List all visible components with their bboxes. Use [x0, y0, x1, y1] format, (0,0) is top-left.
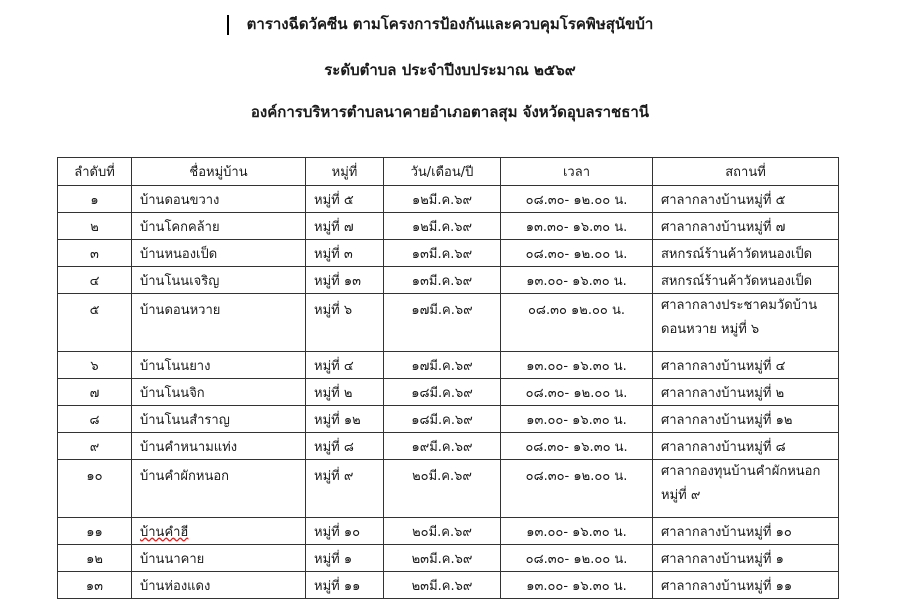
cell-village-text: บ้านโคกคล้าย [140, 219, 220, 235]
document-subtitle[interactable]: ระดับตำบล ประจำปีงบประมาณ ๒๕๖๙ [324, 61, 576, 79]
cell-moo[interactable] [306, 240, 384, 267]
cell-village[interactable] [132, 186, 306, 213]
cell-moo-text: หมู่ที่ ๑ [314, 551, 353, 567]
header-village: ชื่อหมู่บ้าน [132, 158, 306, 186]
cell-order[interactable] [58, 379, 132, 406]
cell-time-text: ๑๓.๐๐- ๑๖.๓๐ น. [526, 358, 627, 374]
cell-place-text: ศาลากลางบ้านหมู่ที่ ๑๐ [661, 524, 792, 540]
cell-moo[interactable] [306, 572, 384, 599]
cell-order-text: ๙ [89, 439, 100, 455]
cell-moo-text: หมู่ที่ ๘ [314, 439, 354, 455]
cell-time-text: ๐๘.๓๐- ๑๒.๐๐ น. [525, 551, 628, 567]
cell-time-text: ๑๓.๐๐- ๑๖.๓๐ น. [526, 273, 627, 289]
cell-place[interactable] [653, 406, 839, 433]
cell-order[interactable] [58, 352, 132, 379]
header-moo: หมู่ที่ [306, 158, 384, 186]
cell-time-text: ๐๘.๓๐ ๑๒.๐๐ น. [527, 303, 626, 318]
cell-date-text: ๑๓มี.ค.๖๙ [411, 273, 473, 289]
cell-date-text: ๒๐มี.ค.๖๙ [412, 469, 472, 484]
organization-line[interactable]: องค์การบริหารตำบลนาคายอำเภอตาลสุม จังหวัดอุบลราชธานี [250, 103, 650, 121]
cell-moo[interactable] [306, 518, 384, 545]
cell-order-text: ๑ [90, 192, 99, 208]
header-place: สถานที่ [653, 158, 839, 186]
cell-place-text: ศาลากลางบ้านหมู่ที่ ๕ [661, 192, 786, 208]
cell-place[interactable] [653, 267, 839, 294]
cell-village-text: บ้านดอนขวาง [140, 192, 220, 208]
cell-place-text: สหกรณ์ร้านค้าวัดหนองเป็ด [661, 246, 813, 262]
cell-date[interactable] [384, 518, 501, 545]
cell-time[interactable] [501, 294, 653, 352]
cell-date-text: ๒๐มี.ค.๖๙ [412, 524, 472, 540]
cell-date-text: ๑๗มี.ค.๖๙ [411, 358, 473, 374]
cell-moo[interactable] [306, 460, 384, 518]
cell-moo-text: หมู่ที่ ๕ [314, 192, 354, 208]
cell-time[interactable] [501, 572, 653, 599]
cell-time[interactable] [501, 352, 653, 379]
cell-order-text: ๘ [89, 412, 100, 428]
table-row [58, 213, 839, 240]
cell-place[interactable] [653, 379, 839, 406]
cell-village[interactable] [132, 379, 306, 406]
cell-place[interactable] [653, 294, 839, 352]
cell-date[interactable] [384, 213, 501, 240]
cell-order-text: ๑๓ [85, 578, 104, 594]
cell-place[interactable] [653, 240, 839, 267]
header-time: เวลา [501, 158, 653, 186]
cell-order[interactable] [58, 545, 132, 572]
cell-order[interactable] [58, 518, 132, 545]
cell-moo-text: หมู่ที่ ๔ [314, 358, 354, 374]
table-header-row [58, 158, 839, 186]
cell-moo-text: หมู่ที่ ๙ [314, 469, 354, 484]
table-row [58, 460, 839, 518]
cell-place[interactable] [653, 186, 839, 213]
cell-date[interactable] [384, 352, 501, 379]
cell-village-text: บ้านโนนสำราญ [140, 412, 230, 428]
cell-order[interactable] [58, 572, 132, 599]
vaccination-schedule-table [57, 157, 839, 599]
cell-moo-text: หมู่ที่ ๑๒ [314, 412, 361, 428]
cell-date[interactable] [384, 460, 501, 518]
cell-date-text: ๑๒มี.ค.๖๙ [411, 219, 473, 235]
cell-moo-text: หมู่ที่ ๒ [314, 385, 353, 401]
cell-time-text: ๐๘.๓๐- ๑๒.๐๐ น. [525, 385, 628, 401]
document-title[interactable]: ตารางฉีดวัคซีน ตามโครงการป้องกันและควบคุมโรคพิษสุนัขบ้า [246, 15, 654, 33]
cell-date[interactable] [384, 379, 501, 406]
cell-place[interactable] [653, 352, 839, 379]
cell-date[interactable] [384, 294, 501, 352]
cell-date[interactable] [384, 572, 501, 599]
cell-village-text: บ้านโนนยาง [140, 358, 211, 374]
cell-moo[interactable] [306, 352, 384, 379]
cell-date[interactable] [384, 406, 501, 433]
cell-moo[interactable] [306, 267, 384, 294]
table-row [58, 294, 839, 352]
cell-order[interactable] [58, 460, 132, 518]
cell-order-text: ๖ [90, 358, 99, 374]
cell-time[interactable] [501, 406, 653, 433]
cell-place-text: ศาลากลางบ้านหมู่ที่ ๑๑ [661, 578, 793, 594]
cell-date-text: ๒๓มี.ค.๖๙ [411, 551, 473, 567]
cell-time-text: ๑๓.๐๐- ๑๖.๓๐ น. [526, 524, 627, 540]
cell-time[interactable] [501, 379, 653, 406]
cell-moo[interactable] [306, 379, 384, 406]
table-row [58, 379, 839, 406]
cell-time[interactable] [501, 186, 653, 213]
cell-moo-text: หมู่ที่ ๑๐ [314, 524, 361, 540]
cell-time-text: ๑๓.๐๐- ๑๖.๓๐ น. [526, 412, 627, 428]
cell-village[interactable] [132, 240, 306, 267]
cell-village-text: บ้านคำฮี [140, 524, 189, 540]
table-row [58, 352, 839, 379]
cell-time[interactable] [501, 545, 653, 572]
cell-place-text: ศาลากลางบ้านหมู่ที่ ๒ [661, 385, 785, 401]
cell-place[interactable] [653, 572, 839, 599]
header-order: ลำดับที่ [58, 158, 132, 186]
cell-moo[interactable] [306, 433, 384, 460]
cell-order[interactable] [58, 294, 132, 352]
cell-order[interactable] [58, 433, 132, 460]
cell-village[interactable] [132, 406, 306, 433]
cell-moo-text: หมู่ที่ ๑๓ [314, 273, 361, 289]
cell-time-text: ๐๘.๓๐- ๑๖.๓๐ น. [525, 439, 628, 455]
cell-moo[interactable] [306, 186, 384, 213]
cell-village[interactable] [132, 545, 306, 572]
cell-village-text: บ้านดอนหวาย [140, 303, 221, 318]
cell-village-text: บ้านโนนจิก [140, 385, 205, 401]
cell-place[interactable] [653, 460, 839, 518]
cell-village[interactable] [132, 213, 306, 240]
cell-place[interactable] [653, 213, 839, 240]
cell-order-text: ๕ [89, 303, 100, 318]
cell-time[interactable] [501, 518, 653, 545]
cell-village-text: บ้านห่องแดง [140, 578, 211, 594]
cell-time-text: ๐๘.๓๐- ๑๒.๐๐ น. [525, 246, 628, 262]
cell-village[interactable] [132, 294, 306, 352]
cell-village-text: บ้านหนองเป็ด [140, 246, 218, 262]
table-row [58, 267, 839, 294]
cell-date[interactable] [384, 240, 501, 267]
table-row [58, 433, 839, 460]
cell-order[interactable] [58, 240, 132, 267]
cell-moo[interactable] [306, 406, 384, 433]
cell-order[interactable] [58, 406, 132, 433]
table-row [58, 240, 839, 267]
cell-village[interactable] [132, 518, 306, 545]
cell-village-text: บ้านโนนเจริญ [140, 273, 220, 289]
cell-moo-text: หมู่ที่ ๗ [314, 219, 354, 235]
cell-order[interactable] [58, 186, 132, 213]
cell-time[interactable] [501, 433, 653, 460]
cell-date[interactable] [384, 433, 501, 460]
cell-order-text: ๑๐ [86, 469, 103, 484]
cell-village[interactable] [132, 433, 306, 460]
cell-order-text: ๔ [89, 273, 100, 289]
cell-date-text: ๒๓มี.ค.๖๙ [411, 578, 473, 594]
cell-date-text: ๑๙มี.ค.๖๙ [411, 439, 473, 455]
cell-date-text: ๑๘มี.ค.๖๙ [411, 385, 473, 401]
cell-place-text: ศาลากลางบ้านหมู่ที่ ๑๒ [661, 412, 793, 428]
cell-moo-text: หมู่ที่ ๓ [314, 246, 353, 262]
cell-village[interactable] [132, 267, 306, 294]
cell-order-text: ๓ [90, 246, 99, 262]
cell-moo-text: หมู่ที่ ๖ [314, 303, 353, 318]
cell-moo-text: หมู่ที่ ๑๑ [314, 578, 361, 594]
cell-time-text: ๑๓.๐๐- ๑๖.๓๐ น. [526, 578, 627, 594]
cell-date-text: ๑๘มี.ค.๖๙ [411, 412, 473, 428]
cell-place[interactable] [653, 433, 839, 460]
cell-date-text: ๑๒มี.ค.๖๙ [411, 192, 473, 208]
cell-date-text: ๑๓มี.ค.๖๙ [411, 246, 473, 262]
cell-time-text: ๑๓.๓๐- ๑๖.๓๐ น. [525, 219, 628, 235]
cell-date[interactable] [384, 267, 501, 294]
cell-place-text: ศาลากลางบ้านหมู่ที่ ๔ [661, 358, 786, 374]
cell-time[interactable] [501, 240, 653, 267]
cell-time-text: ๐๘.๓๐- ๑๒.๐๐ น. [525, 469, 628, 484]
cell-village-text: บ้านคำผักหนอก [140, 469, 230, 484]
cell-place-text: ศาลากลางบ้านหมู่ที่ ๗ [661, 219, 786, 235]
cell-date[interactable] [384, 186, 501, 213]
table-row [58, 186, 839, 213]
cell-place-text: ศาลากองทุนบ้านคำผักหนอก หมู่ที่ ๙ [661, 464, 821, 503]
cell-order[interactable] [58, 213, 132, 240]
header-date: วัน/เดือน/ปี [384, 158, 501, 186]
table-row [58, 545, 839, 572]
cell-date[interactable] [384, 545, 501, 572]
cell-date-text: ๑๗มี.ค.๖๙ [411, 303, 473, 318]
cell-place[interactable] [653, 545, 839, 572]
cell-place-text: ศาลากลางบ้านหมู่ที่ ๘ [661, 439, 786, 455]
cell-order-text: ๗ [89, 385, 100, 401]
cell-moo[interactable] [306, 294, 384, 352]
cell-order-text: ๑๑ [86, 524, 103, 540]
table-row [58, 572, 839, 599]
cell-place[interactable] [653, 518, 839, 545]
cell-village[interactable] [132, 572, 306, 599]
cell-place-text: ศาลากลางบ้านหมู่ที่ ๑ [661, 551, 784, 567]
cell-village-text: บ้านนาคาย [140, 551, 205, 567]
cell-time-text: ๐๘.๓๐- ๑๒.๐๐ น. [525, 192, 628, 208]
cell-place-text: ศาลากลางประชาคมวัดบ้านดอนหวาย หมู่ที่ ๖ [661, 298, 818, 337]
cell-village-text: บ้านคำหนามแท่ง [140, 439, 238, 455]
table-row [58, 518, 839, 545]
cell-order-text: ๒ [90, 219, 99, 235]
cell-time[interactable] [501, 267, 653, 294]
cell-moo[interactable] [306, 545, 384, 572]
cell-time[interactable] [501, 460, 653, 518]
cell-order[interactable] [58, 267, 132, 294]
table-row [58, 406, 839, 433]
cell-place-text: สหกรณ์ร้านค้าวัดหนองเป็ด [661, 273, 813, 289]
cell-order-text: ๑๒ [86, 551, 103, 567]
cell-moo[interactable] [306, 213, 384, 240]
cell-time[interactable] [501, 213, 653, 240]
cell-village[interactable] [132, 352, 306, 379]
cell-village[interactable] [132, 460, 306, 518]
